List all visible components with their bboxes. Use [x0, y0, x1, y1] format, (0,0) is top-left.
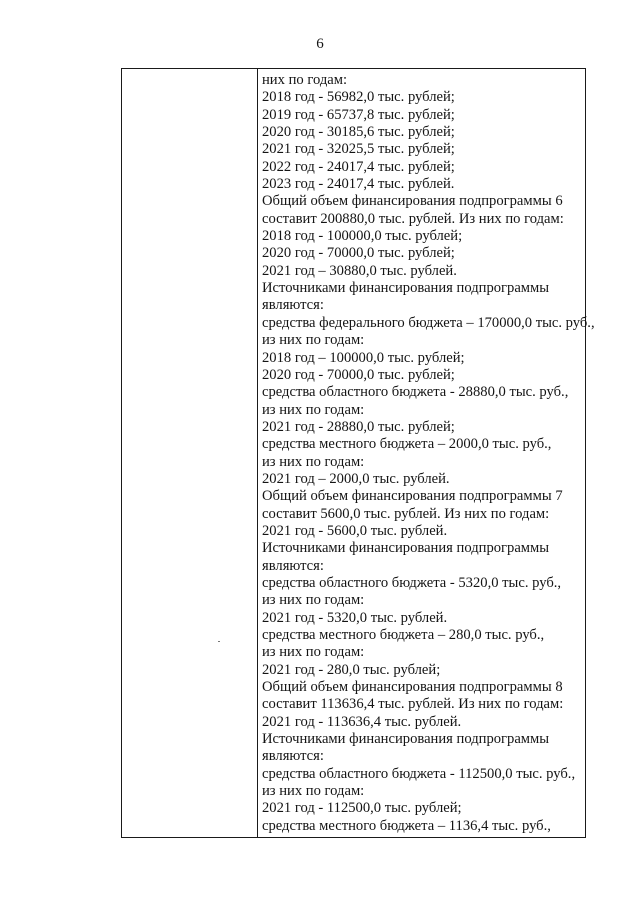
text-line: 2022 год - 24017,4 тыс. рублей; — [262, 158, 455, 175]
text-line: 2023 год - 24017,4 тыс. рублей. — [262, 176, 455, 193]
text-line: средства местного бюджета – 1136,4 тыс. руб., — [262, 817, 551, 834]
text-line: Общий объем финансирования подпрограммы 8 — [262, 679, 563, 696]
text-line: 2021 год - 113636,4 тыс. рублей. — [262, 713, 462, 730]
text-line: средства областного бюджета - 112500,0 тыс. руб., — [262, 765, 576, 782]
text-line: Общий объем финансирования подпрограммы 6 — [262, 193, 563, 210]
text-line: 2018 год - 100000,0 тыс. рублей; — [262, 228, 463, 245]
scan-speck — [218, 641, 220, 642]
text-line: из них по годам: — [262, 644, 365, 661]
text-line: Источниками финансирования подпрограммы — [262, 280, 550, 297]
text-line: составит 5600,0 тыс. рублей. Из них по годам: — [262, 505, 550, 522]
text-line: из них по годам: — [262, 401, 365, 418]
text-line: 2021 год - 28880,0 тыс. рублей; — [262, 418, 455, 435]
text-line: 2021 год - 5320,0 тыс. рублей. — [262, 609, 448, 626]
text-line: средства местного бюджета – 280,0 тыс. руб., — [262, 627, 545, 643]
text-line: них по годам: — [262, 72, 348, 88]
text-line: являются: — [262, 557, 324, 574]
text-line: из них по годам: — [262, 332, 365, 349]
text-line: средства областного бюджета - 28880,0 тыс. руб., — [262, 384, 569, 401]
text-line: являются: — [262, 748, 324, 765]
text-line: средства областного бюджета - 5320,0 тыс. руб., — [262, 574, 562, 591]
column-divider — [257, 69, 258, 837]
text-line: средства местного бюджета – 2000,0 тыс. руб., — [262, 436, 552, 453]
page-number: 6 — [316, 36, 324, 52]
text-line: 2019 год - 65737,8 тыс. рублей; — [262, 106, 455, 123]
text-line: составит 200880,0 тыс. рублей. Из них по годам: — [262, 210, 564, 227]
text-line: 2020 год - 70000,0 тыс. рублей; — [262, 366, 455, 383]
text-line: 2021 год – 2000,0 тыс. рублей. — [262, 470, 450, 487]
text-line: средства федерального бюджета – 170000,0 тыс. руб., — [262, 314, 595, 331]
text-line: 2018 год – 100000,0 тыс. рублей; — [262, 349, 465, 366]
text-line: 2020 год - 30185,6 тыс. рублей; — [262, 124, 455, 141]
text-line: 2021 год – 30880,0 тыс. рублей. — [262, 262, 457, 279]
text-line: 2021 год - 5600,0 тыс. рублей. — [262, 522, 448, 539]
text-line: составит 113636,4 тыс. рублей. Из них по годам: — [262, 696, 564, 713]
text-line: 2021 год - 32025,5 тыс. рублей; — [262, 141, 455, 158]
text-line: из них по годам: — [262, 592, 365, 609]
text-line: Общий объем финансирования подпрограммы 7 — [262, 488, 563, 505]
financing-text-cell — [262, 72, 595, 835]
text-line: 2021 год - 112500,0 тыс. рублей; — [262, 800, 462, 817]
text-line: из них по годам: — [262, 783, 365, 800]
text-line: Источниками финансирования подпрограммы — [262, 540, 550, 557]
text-line: 2018 год - 56982,0 тыс. рублей; — [262, 89, 455, 106]
text-line: из них по годам: — [262, 453, 365, 470]
text-line: 2020 год - 70000,0 тыс. рублей; — [262, 245, 455, 262]
text-line: Источниками финансирования подпрограммы — [262, 731, 550, 748]
text-line: 2021 год - 280,0 тыс. рублей; — [262, 661, 441, 678]
document-table — [121, 68, 595, 838]
text-line: являются: — [262, 297, 324, 314]
